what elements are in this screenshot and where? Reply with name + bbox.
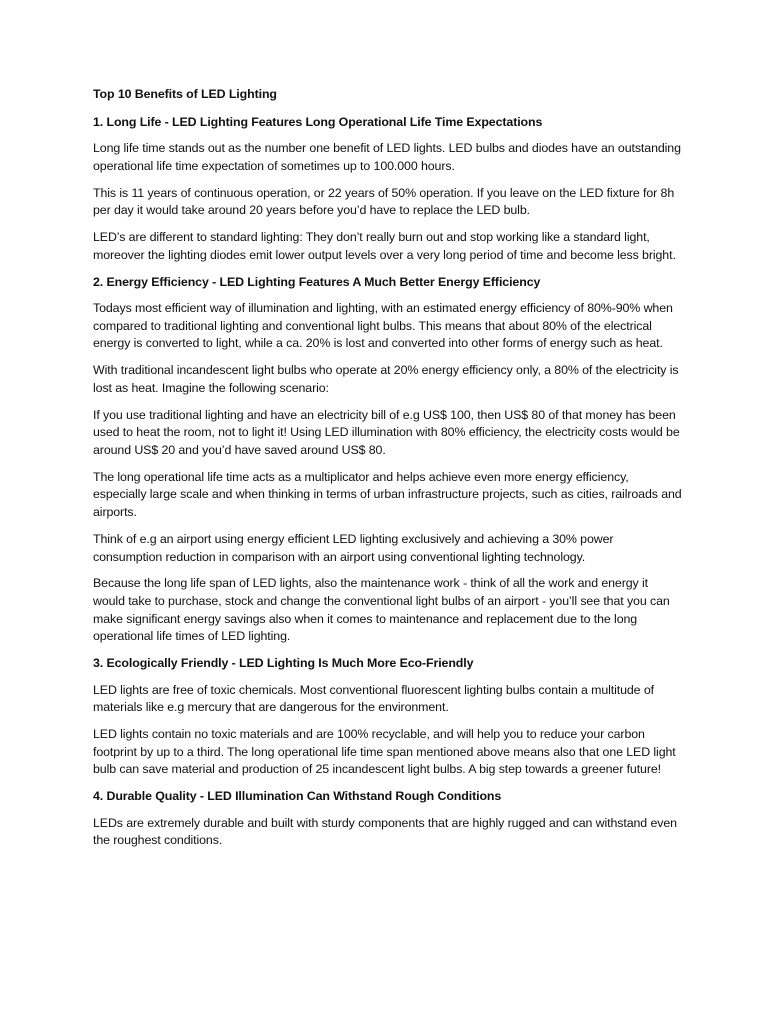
paragraph: The long operational life time acts as a multiplicator and helps achieve even more energy efficiency, especially large scale and when thinking in terms of urban infrastructure projects, such as cities, railroads and airports. — [93, 469, 682, 520]
paragraph: This is 11 years of continuous operation, or 22 years of 50% operation. If you leave on the LED fixture for 8h per day it would take around 20 years before you’d have to replace the LED bulb. — [93, 185, 675, 218]
section-heading: 2. Energy Efficiency - LED Lighting Features A Much Better Energy Efficiency — [93, 274, 541, 289]
section-heading: 4. Durable Quality - LED Illumination Can Withstand Rough Conditions — [93, 789, 502, 804]
paragraph: If you use traditional lighting and have an electricity bill of e.g US$ 100, then US$ 80 of that money has been used to heat the room, not to light it! Using LED illumination with 80% efficiency, the electricity costs would be around US$ 20 and you’d have saved around US$ 80. — [93, 407, 680, 457]
document-page — [93, 86, 683, 859]
paragraph: Todays most efficient way of illumination and lighting, with an estimated energy efficiency of 80%-90% when compared to traditional lighting and conventional light bulbs. This means that about 80% of the electrical energy is converted to light, while a ca. 20% is lost and converted into other forms of energy such as heat. — [93, 301, 673, 351]
section-long-life — [93, 114, 683, 265]
document-title: Top 10 Benefits of LED Lighting — [93, 87, 277, 101]
paragraph: Because the long life span of LED lights, also the maintenance work - think of all the work and energy it would take to purchase, stock and change the conventional light bulbs of an airport - you’ll see that you can make significant energy savings also when it comes to maintenance and replacement due to the long operational life times of LED lighting. — [93, 576, 670, 644]
paragraph: LED lights contain no toxic materials and are 100% recyclable, and will help you to reduce your carbon footprint by up to a third. The long operational life time span mentioned above means also that one LED light bulb can save material and production of 25 incandescent light bulbs. A big step towards a greener future! — [93, 727, 676, 777]
section-durable-quality — [93, 788, 683, 850]
section-ecologically-friendly — [93, 655, 683, 779]
paragraph: LEDs are extremely durable and built with sturdy components that are highly rugged and can withstand even the roughest conditions. — [93, 815, 677, 848]
section-energy-efficiency — [93, 274, 683, 646]
paragraph: LED lights are free of toxic chemicals. Most conventional fluorescent lighting bulbs contain a multitude of materials like e.g mercury that are dangerous for the environment. — [93, 682, 654, 715]
section-heading: 1. Long Life - LED Lighting Features Long Operational Life Time Expectations — [93, 114, 543, 129]
paragraph: With traditional incandescent light bulbs who operate at 20% energy efficiency only, a 80% of the electricity is lost as heat. Imagine the following scenario: — [93, 363, 679, 395]
paragraph: Long life time stands out as the number one benefit of LED lights. LED bulbs and diodes have an outstanding operational life time expectation of sometimes up to 100.000 hours. — [93, 141, 681, 173]
section-heading: 3. Ecologically Friendly - LED Lighting Is Much More Eco-Friendly — [93, 656, 474, 671]
paragraph: LED’s are different to standard lighting: They don’t really burn out and stop working like a standard light, moreover the lighting diodes emit lower output levels over a very long period of time and become less bright. — [93, 230, 676, 262]
paragraph: Think of e.g an airport using energy efficient LED lighting exclusively and achieving a 30% power consumption reduction in comparison with an airport using conventional lighting technology. — [93, 531, 614, 564]
